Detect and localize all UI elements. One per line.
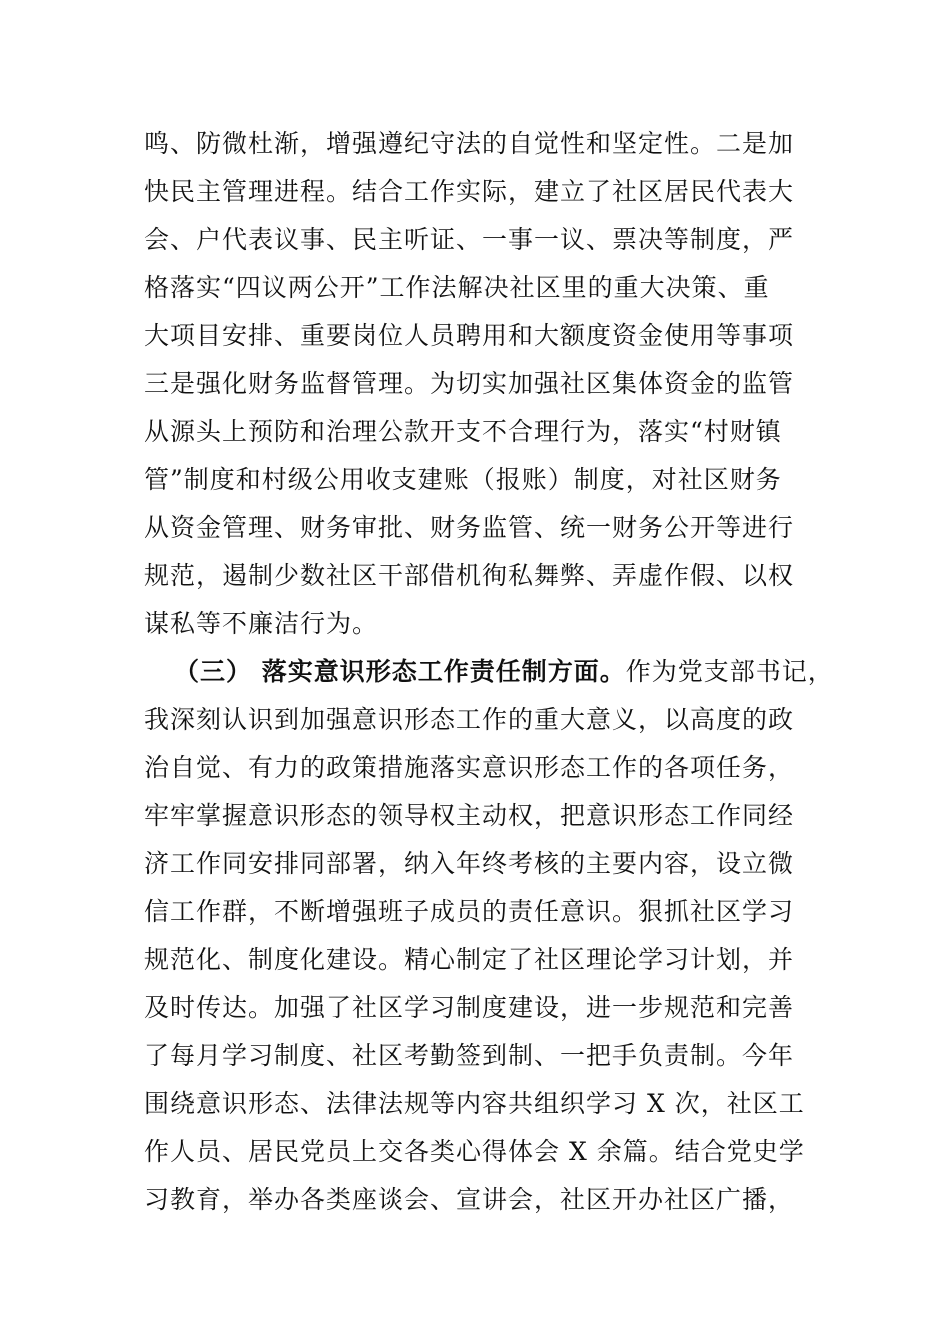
text-line: 围绕意识形态、法律法规等内容共组织学习 X 次，社区工 xyxy=(144,1089,805,1118)
section-heading: （三） 落实意识形态工作责任制方面。 xyxy=(174,657,626,686)
paragraph-2 xyxy=(144,648,844,1224)
text-line: 从源头上预防和治理公款开支不合理行为，落实“村财镇 xyxy=(144,417,782,446)
text-line: 管”制度和村级公用收支建账（报账）制度，对社区财务 xyxy=(144,465,782,494)
heading-line xyxy=(144,648,844,696)
text-line: 信工作群，不断增强班子成员的责任意识。狠抓社区学习 xyxy=(144,897,795,926)
paragraph-1 xyxy=(144,120,844,648)
text-line: 及时传达。加强了社区学习制度建设，进一步规范和完善 xyxy=(144,993,795,1022)
text-line: 鸣、防微杜渐，增强遵纪守法的自觉性和坚定性。二是加 xyxy=(144,129,795,158)
text-line: 济工作同安排同部署，纳入年终考核的主要内容，设立微 xyxy=(144,849,795,878)
text-line: 三是强化财务监督管理。为切实加强社区集体资金的监管 xyxy=(144,369,795,398)
text-line: 会、户代表议事、民主听证、一事一议、票决等制度，严 xyxy=(144,225,795,254)
text-line: 格落实“四议两公开”工作法解决社区里的重大决策、重 xyxy=(144,273,770,302)
text-line: 我深刻认识到加强意识形态工作的重大意义，以高度的政 xyxy=(144,705,795,734)
text-line: 快民主管理进程。结合工作实际，建立了社区居民代表大 xyxy=(144,177,795,206)
text-line: 习教育，举办各类座谈会、宣讲会，社区开办社区广播， xyxy=(144,1185,795,1214)
document-body xyxy=(144,120,844,1224)
text-line: 大项目安排、重要岗位人员聘用和大额度资金使用等事项 xyxy=(144,321,795,350)
text-line: 了每月学习制度、社区考勤签到制、一把手负责制。今年 xyxy=(144,1041,795,1070)
text-line: 规范化、制度化建设。精心制定了社区理论学习计划，并 xyxy=(144,945,795,974)
heading-line-rest: 作为党支部书记， xyxy=(625,657,834,686)
text-line: 从资金管理、财务审批、财务监管、统一财务公开等进行 xyxy=(144,513,795,542)
text-line: 牢牢掌握意识形态的领导权主动权，把意识形态工作同经 xyxy=(144,801,795,830)
text-line: 谋私等不廉洁行为。 xyxy=(144,609,379,638)
text-line: 作人员、居民党员上交各类心得体会 X 余篇。结合党史学 xyxy=(144,1137,805,1166)
text-line: 治自觉、有力的政策措施落实意识形态工作的各项任务， xyxy=(144,753,795,782)
text-line: 规范，遏制少数社区干部借机徇私舞弊、弄虚作假、以权 xyxy=(144,561,795,590)
